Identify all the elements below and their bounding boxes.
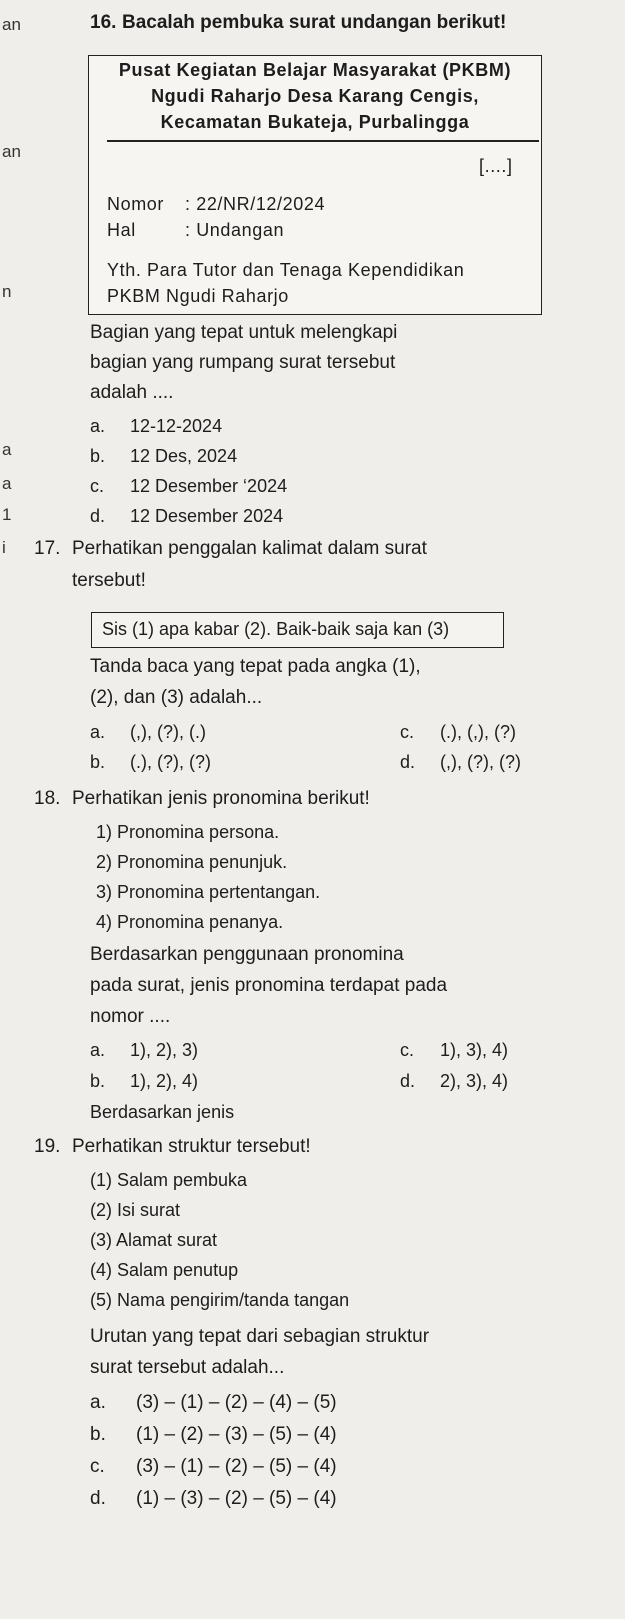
q19-option-a-letter[interactable]: a. [90,1392,106,1413]
q17-prompt-line-2: tersebut! [72,570,146,591]
q19-option-d-text[interactable]: (1) – (3) – (2) – (5) – (4) [136,1488,337,1509]
q19-option-b-letter[interactable]: b. [90,1424,106,1445]
q18-question-line-3: nomor .... [90,1006,171,1027]
letter-org-line-1: Pusat Kegiatan Belajar Masyarakat (PKBM) [118,60,512,80]
q18-item-1: 1) Pronomina persona. [96,822,280,842]
q17-number: 17. [34,538,61,559]
edge-fragment: n [2,282,12,301]
q19-item-3: (3) Alamat surat [90,1230,218,1250]
q18-option-a-text[interactable]: 1), 2), 3) [130,1040,199,1060]
letter-hal-value: : Undangan [185,220,285,240]
q19-option-a-text[interactable]: (3) – (1) – (2) – (4) – (5) [136,1392,337,1413]
q19-item-5: (5) Nama pengirim/tanda tangan [90,1290,350,1310]
edge-fragment: an [2,142,21,161]
q16-option-d-letter[interactable]: d. [90,506,106,526]
edge-fragment: a [2,440,12,459]
q16-question-line-3: adalah .... [90,382,174,403]
q18-option-b-text[interactable]: 1), 2), 4) [130,1071,199,1091]
q18-item-4: 4) Pronomina penanya. [96,912,284,932]
q18-trailing-text: Berdasarkan jenis [90,1102,235,1122]
q16-option-c-text[interactable]: 12 Desember ‘2024 [130,476,288,496]
q19-question-line-2: surat tersebut adalah... [90,1357,285,1378]
q17-option-d-letter[interactable]: d. [400,752,416,772]
q17-option-b-letter[interactable]: b. [90,752,106,772]
q17-option-c-letter[interactable]: c. [400,722,415,742]
q18-prompt: Perhatikan jenis pronomina berikut! [72,788,370,809]
q16-option-a-letter[interactable]: a. [90,416,106,436]
edge-fragment: a [2,474,12,493]
q16-question-line-1: Bagian yang tepat untuk melengkapi [90,322,398,343]
letter-recipient-line-1: Yth. Para Tutor dan Tenaga Kependidikan [107,260,465,280]
q18-question-line-1: Berdasarkan penggunaan pronomina [90,944,404,965]
q19-option-b-text[interactable]: (1) – (2) – (3) – (5) – (4) [136,1424,337,1445]
q19-option-c-text[interactable]: (3) – (1) – (2) – (5) – (4) [136,1456,337,1477]
q16-option-b-letter[interactable]: b. [90,446,106,466]
letter-date-blank: [....] [479,156,513,176]
q19-item-4: (4) Salam penutup [90,1260,239,1280]
q18-option-c-letter[interactable]: c. [400,1040,415,1060]
letter-nomor-label: Nomor [107,194,165,214]
letter-org-line-3: Kecamatan Bukateja, Purbalingga [160,112,470,132]
q18-item-2: 2) Pronomina penunjuk. [96,852,288,872]
edge-fragment: 1 [2,505,12,524]
edge-fragment: an [2,15,21,34]
letter-hal-label: Hal [107,220,136,240]
q16-option-b-text[interactable]: 12 Des, 2024 [130,446,238,466]
q16-option-c-letter[interactable]: c. [90,476,105,496]
q18-option-b-letter[interactable]: b. [90,1071,106,1091]
q16-question-line-2: bagian yang rumpang surat tersebut [90,352,396,373]
q18-number: 18. [34,788,61,809]
q18-option-d-text[interactable]: 2), 3), 4) [440,1071,509,1091]
letterhead-divider [107,140,539,142]
q17-option-a-letter[interactable]: a. [90,722,106,742]
q16-option-a-text[interactable]: 12-12-2024 [130,416,223,436]
q18-item-3: 3) Pronomina pertentangan. [96,882,321,902]
q17-prompt-line-1: Perhatikan penggalan kalimat dalam surat [72,538,427,559]
q19-option-c-letter[interactable]: c. [90,1456,105,1477]
q17-question-line-1: Tanda baca yang tepat pada angka (1), [90,656,421,677]
q18-question-line-2: pada surat, jenis pronomina terdapat pada [90,975,448,996]
q18-option-c-text[interactable]: 1), 3), 4) [440,1040,509,1060]
q19-option-d-letter[interactable]: d. [90,1488,106,1509]
q19-number: 19. [34,1136,61,1157]
letter-org-line-2: Ngudi Raharjo Desa Karang Cengis, [151,86,479,106]
q17-option-c-text[interactable]: (.), (,), (?) [440,722,516,742]
q17-question-line-2: (2), dan (3) adalah... [90,687,263,708]
q16-prompt: Bacalah pembuka surat undangan berikut! [122,12,507,33]
letter-nomor-value: : 22/NR/12/2024 [185,194,326,214]
q18-option-a-letter[interactable]: a. [90,1040,106,1060]
q19-question-line-1: Urutan yang tepat dari sebagian struktur [90,1326,430,1347]
q18-option-d-letter[interactable]: d. [400,1071,416,1091]
letter-recipient-line-2: PKBM Ngudi Raharjo [107,286,289,306]
q17-option-a-text[interactable]: (,), (?), (.) [130,722,206,742]
q19-prompt: Perhatikan struktur tersebut! [72,1136,311,1157]
sentence-box [91,612,504,648]
q17-option-d-text[interactable]: (,), (?), (?) [440,752,521,772]
sentence-text: Sis (1) apa kabar (2). Baik-baik saja kan (3) [102,619,450,639]
q17-option-b-text[interactable]: (.), (?), (?) [130,752,211,772]
q19-item-1: (1) Salam pembuka [90,1170,248,1190]
q19-item-2: (2) Isi surat [90,1200,181,1220]
q16-number: 16. [90,12,117,33]
q16-option-d-text[interactable]: 12 Desember 2024 [130,506,284,526]
edge-fragment: i [2,538,6,557]
letter-opening-box [88,55,542,315]
